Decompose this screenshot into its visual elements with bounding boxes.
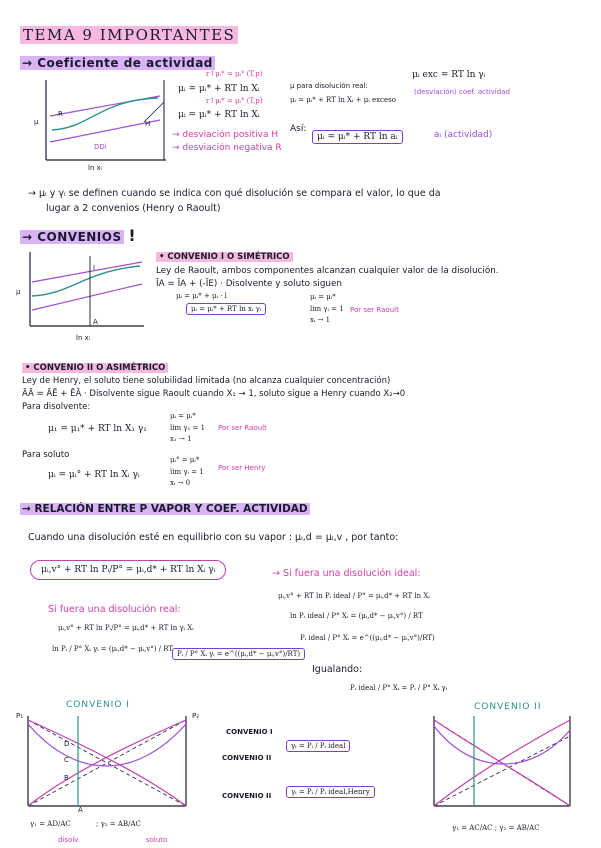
ideal-eq1: μᵢ,v° + RT ln Pᵢ ideal / P° = μᵢ,d* + RT ln Xᵢ [278,592,430,600]
eq-top: r↑μᵢ* = μᵢ° (T,p) [206,70,263,78]
bottom-left-pt-d: D [64,740,70,748]
section-heading-activity: → Coeficiente de actividad [22,56,213,70]
conv1-eq0: μᵢ = μᵢ* + μᵢ · l [176,292,227,300]
conv2-eq2: μᵢ = μᵢ° + RT ln Xᵢ γᵢ [48,470,140,480]
activity-label: aᵢ (actividad) [434,130,493,140]
conv2-cond1c: x₁ → 1 [170,435,192,443]
mid-conv1-box: γᵢ = Pᵢ / Pᵢ ideal [286,740,350,752]
activity-box-eq: μᵢ = μᵢ* + RT ln aᵢ [312,130,403,144]
convenio-graph [22,252,146,332]
conv1-line2: ĪA = ĪA + (-ĪE) · Disolvente y soluto siguen [156,279,342,289]
mid-conv2-box: γᵢ = Pᵢ / Pᵢ ideal,Henry [286,786,375,798]
left-gamma1: γ₁ = AD/AC [30,820,71,828]
section-heading-relation: → RELACIÓN ENTRE P VAPOR Y COEF. ACTIVIDAD [22,503,308,515]
exc-note: (desviación) coef. actividad [414,88,510,96]
real-label-3: Si fuera una disolución real: [48,604,181,615]
left-gamma2: ; γ₂ = AB/AC [96,820,141,828]
conv2-cond2a: μᵢ° = μᵢ* [170,456,200,464]
real-eq2-3: ln Pᵢ / P° Xᵢ γᵢ = (μᵢ,d* − μᵢ,v°) / RT [52,645,174,653]
relation-oval-eq: μᵢ,v° + RT ln Pᵢ/P° = μᵢ,d* + RT ln Xᵢ γᵢ [30,560,226,580]
conv2-line1: Ley de Henry, el soluto tiene solubilidad limitada (no alcanza cualquier concentración) [22,376,391,386]
conv1-title: • CONVENIO I O SIMÉTRICO [156,252,293,262]
graph2-ylabel: μ [16,288,21,296]
real-eq1-3: μᵢ,v° + RT ln Pᵢ/P° = μᵢ,d* + RT ln γᵢ Xᵢ [58,624,194,632]
ideal-eq3: Pᵢ ideal / P° Xᵢ = e^((μᵢ,d* − μᵢ,v°)/RT) [300,634,435,642]
conv2-line4: Para soluto [22,450,70,460]
conv2-cond1a: μᵢ = μᵢ* [170,412,196,420]
bottom-left-pt-b: B [64,774,69,782]
mid-conv1-label: CONVENIO I [226,728,273,736]
convenio-I-diagram [26,716,188,808]
real-label: μ para disolución real: [290,82,368,90]
exc-eq: μᵢ exc = RT ln γᵢ [412,70,486,80]
dev-negative: → desviación negativa R [172,143,282,153]
bottom-left-title: CONVENIO I [66,700,130,710]
mid-conv2-label: CONVENIO II [222,754,272,762]
conv2-title: • CONVENIO II O ASIMÉTRICO [22,363,168,373]
left-sub1: disolv. [58,836,81,844]
left-sub2: soluto [146,836,168,844]
eq-mid: r↑μᵢ* = μᵢ° (T,p) [206,97,263,105]
conv1-cond2: lim γᵢ = 1 [310,305,344,313]
conv2-cond2b: lim γᵢ = 1 [170,468,204,476]
real-eq: μᵢ = μᵢ* + RT ln Xᵢ + μᵢ exceso [290,96,396,104]
conv2-cond1b: lim γ₁ = 1 [170,424,206,432]
conv1-note: Por ser Raoult [350,306,399,314]
conv2-note2: Por ser Henry [218,464,266,472]
bottom-left-pt-c: C [64,756,69,764]
ideal-label: → Si fuera una disolución ideal: [272,568,421,579]
equal-eq: Pᵢ ideal / P° Xᵢ = Pᵢ / P° Xᵢ γᵢ [350,684,448,692]
graph1-label-h: H [145,120,151,128]
graph1-ylabel: μ [34,118,39,126]
ideal-eq2: ln Pᵢ ideal / P° Xᵢ = (μᵢ,d* − μᵢ,v°) / RT [290,612,423,620]
activity-graph [40,80,170,170]
graph2-label-i: I [93,264,96,272]
graph1-curve-dd: DDi [94,143,107,151]
conv1-eq: μᵢ = μᵢ* + RT ln xᵢ γᵢ [186,303,266,315]
graph2-label-a: A [93,318,98,326]
conv2-cond2c: xᵢ → 0 [170,479,191,487]
page-title: TEMA 9 IMPORTANTES [20,26,238,44]
conv1-line1: Ley de Raoult, ambos componentes alcanzan cualquier valor de la disolución. [156,266,499,276]
relation-intro: Cuando una disolución esté en equilibrio con su vapor : μᵢ,d = μᵢ,v , por tanto: [28,532,399,543]
note-line-2: lugar a 2 convenios (Henry o Raoult) [46,203,221,214]
conv2-eq1: μ₁ = μ₁* + RT ln X₁ γ₁ [48,424,147,434]
asi-label: Así: [290,124,307,134]
dev-positive: → desviación positiva H [172,130,279,140]
right-gamma: γ₁ = AC/AC ; γ₂ = AB/AC [452,824,540,832]
eq1: μᵢ = μᵢ* + RT ln Xᵢ [178,84,260,94]
equal-label: Igualando: [312,664,363,675]
graph2-xlabel: ln xᵢ [76,334,90,342]
bottom-left-pt-a: A [78,806,83,814]
note-line-1: → μᵢ y γᵢ se definen cuando se indica con qué disolución se compara el valor, lo que da [28,188,441,199]
real-eq3-3: Pᵢ / P° Xᵢ γᵢ = e^((μᵢ,d* − μᵢ,v°)/RT) [172,648,305,660]
conv1-cond1: μᵢ = μᵢ* [310,293,336,301]
bottom-left-p1: P₁ [16,712,24,720]
bottom-left-p2: P₂ [192,712,200,720]
bottom-right-title: CONVENIO II [474,702,542,712]
graph1-xlabel: ln xᵢ [88,164,102,172]
graph1-label-r: R [58,110,63,118]
mid-conv2b-label: CONVENIO II [222,792,272,800]
conv2-line2: ĀĀ = ĀĒ + ĒĀ · Disolvente sigue Raoult cuando X₁ → 1, soluto sigue a Henry cuando X₂→0 [22,389,406,399]
section-heading-convenios: → CONVENIOS ! [22,226,137,245]
convenio-II-diagram [432,716,572,808]
conv2-line3: Para disolvente: [22,402,91,412]
conv2-note1: Por ser Raoult [218,424,267,432]
eq2: μᵢ = μᵢ* + RT ln Xᵢ [178,110,260,120]
conv1-cond3: xᵢ → 1 [310,316,331,324]
